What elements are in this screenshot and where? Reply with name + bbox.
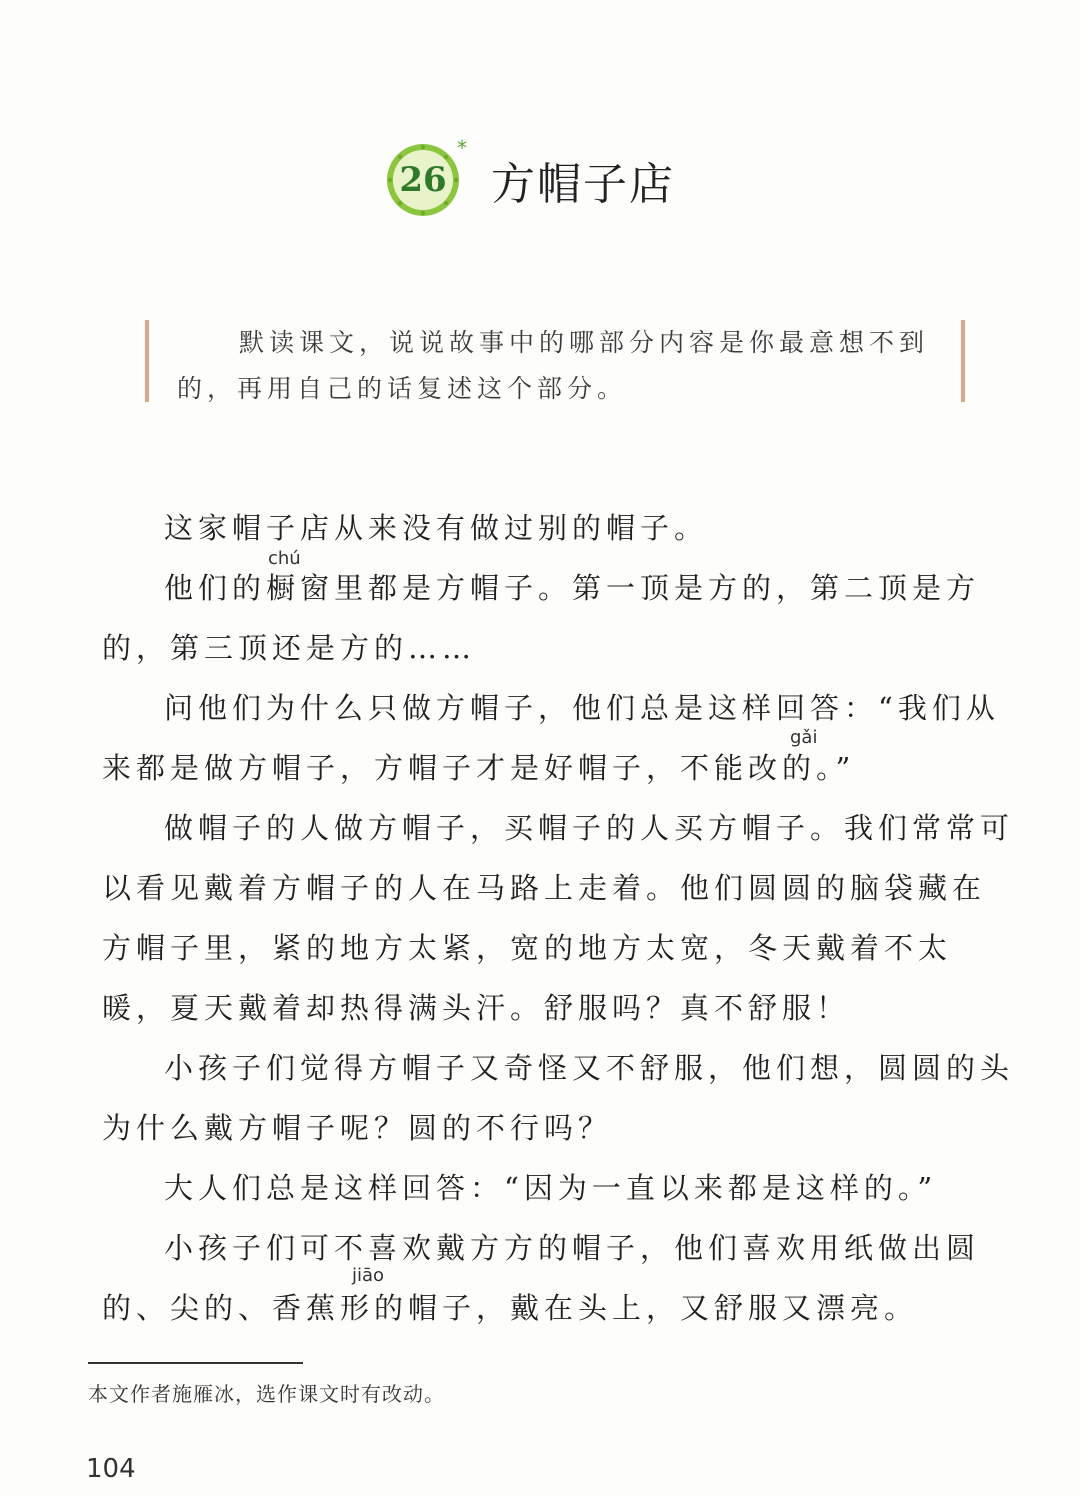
lesson-number: 26 (399, 160, 447, 200)
paragraph-5: 小孩子们觉得方帽子又奇怪又不舒服，他们想，圆圆的头为什么戴方帽子呢？圆的不行吗？ (102, 1051, 1015, 1145)
prompt-left-bar (145, 320, 149, 402)
lesson-number-badge (385, 136, 467, 218)
lesson-title: 方帽子店 (491, 159, 675, 210)
footnote-divider (88, 1362, 303, 1364)
prompt-right-bar (961, 320, 965, 402)
pinyin-jiao: jiāo (352, 1265, 385, 1286)
prompt-text: 默读课文，说说故事中的哪部分内容是你最意想不到的，再用自己的话复述这个部分。 (177, 328, 930, 403)
reading-prompt (145, 320, 965, 402)
lesson-header (385, 136, 675, 220)
lesson-body (102, 498, 1017, 1338)
paragraph-4: 做帽子的人做方帽子，买帽子的人买方帽子。我们常常可以看见戴着方帽子的人在马路上走着。他们圆圆的脑袋藏在方帽子里，紧的地方太紧，宽的地方太宽，冬天戴着不太暖，夏天戴着却热得满头汗。舒服吗？真不舒服！ (102, 811, 1015, 1025)
page-number: 104 (86, 1454, 136, 1484)
self-study-star-icon: * (457, 136, 467, 160)
footnote: 本文作者施雁冰，选作课文时有改动。 (88, 1382, 445, 1406)
pinyin-chu: chú (268, 548, 301, 569)
paragraph-7: 小孩子们可不喜欢戴方方的帽子，他们喜欢用纸做出圆的、尖的、香蕉形的帽子，戴在头上，又舒服又漂亮。 (102, 1231, 981, 1325)
paragraph-6: 大人们总是这样回答：“因为一直以来都是这样的。” (164, 1171, 938, 1205)
paragraph-1: 这家帽子店从来没有做过别的帽子。 (164, 511, 709, 545)
paragraph-3: 问他们为什么只做方帽子，他们总是这样回答：“我们从来都是做方帽子，方帽子才是好帽子，不能改的。” (102, 691, 1000, 785)
pinyin-gai: gǎi (790, 727, 818, 748)
paragraph-2: 他们的橱窗里都是方帽子。第一顶是方的，第二顶是方的，第三顶还是方的…… (102, 571, 981, 665)
